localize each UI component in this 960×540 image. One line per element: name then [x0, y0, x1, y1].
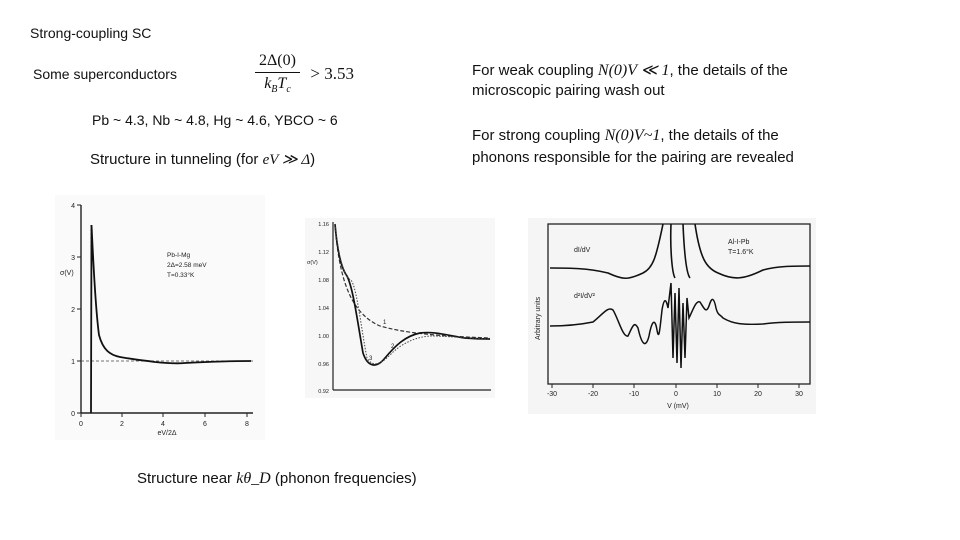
x-tick-label: 0	[674, 391, 678, 398]
slide-title: Strong-coupling SC	[30, 25, 152, 41]
y-tick-label: 4	[71, 203, 75, 210]
element-ratios: Pb ~ 4.3, Nb ~ 4.8, Hg ~ 4.6, YBCO ~ 6	[92, 112, 338, 128]
footer-math: kθ_D	[236, 470, 271, 487]
y-tick-label: 1.12	[318, 250, 329, 256]
legend-line: Al-I-Pb	[728, 239, 750, 246]
x-tick-label: 4	[161, 421, 165, 428]
x-tick-label: 10	[713, 391, 721, 398]
formula-fraction	[255, 52, 300, 95]
tunneling-prefix: Structure in tunneling (for	[90, 151, 263, 168]
y-axis-label: Arbitrary units	[535, 296, 542, 340]
strong-suffix: , the details of the	[660, 127, 779, 144]
figure-background	[55, 195, 265, 440]
x-tick-label: 6	[203, 421, 207, 428]
tunneling-suffix: )	[310, 151, 316, 168]
subtitle-some-superconductors: Some superconductors	[33, 66, 177, 82]
footer-suffix: (phonon frequencies)	[270, 470, 417, 487]
curve-label: 2	[391, 344, 395, 350]
x-tick-label: -30	[546, 391, 558, 398]
tunneling-math: eV ≫ Δ	[262, 152, 311, 168]
legend-line: 2Δ=2.58 meV	[167, 262, 207, 269]
x-axis-label: eV/2Δ	[157, 430, 177, 437]
strong-math: N(0)V~1	[604, 127, 661, 144]
weak-math: N(0)V ≪ 1	[597, 62, 670, 79]
footer-prefix: Structure near	[137, 470, 237, 487]
weak-coupling-note	[472, 60, 788, 80]
y-tick-label: 1.16	[318, 222, 329, 228]
curve-label: 1	[383, 320, 387, 326]
weak-prefix: For weak coupling	[472, 62, 598, 79]
x-tick-label: -20	[587, 391, 599, 398]
curve-label-d2idv2: d²I/dV²	[574, 293, 596, 300]
curve-label-didv: dI/dV	[574, 247, 591, 254]
gap-ratio-formula	[255, 52, 354, 95]
formula-rhs: > 3.53	[310, 63, 354, 83]
legend-line: T=1.6°K	[728, 249, 754, 256]
strong-coupling-note-line2: phonons responsible for the pairing are revealed	[472, 149, 794, 166]
formula-numerator: 2Δ(0)	[255, 52, 300, 73]
weak-coupling-note-line2: microscopic pairing wash out	[472, 82, 665, 99]
x-tick-label: 30	[795, 391, 803, 398]
curve-label: 3	[369, 356, 373, 362]
x-tick-label: 2	[120, 421, 124, 428]
strong-coupling-note	[472, 127, 779, 145]
y-tick-label: 1	[71, 359, 75, 366]
figure-al-i-pb	[528, 218, 816, 414]
y-tick-label: 1.00	[318, 334, 329, 340]
formula-denominator: $k_BT_c$	[264, 75, 291, 96]
legend-line: Pb-I-Mg	[167, 252, 191, 259]
y-axis-label: σ(V)	[307, 260, 318, 266]
y-tick-label: 3	[71, 255, 75, 262]
x-tick-label: 0	[79, 421, 83, 428]
y-tick-label: 0.96	[318, 362, 329, 368]
y-tick-label: 2	[71, 307, 75, 314]
y-tick-label: 0.92	[318, 389, 329, 395]
tunneling-structure-line	[90, 150, 315, 169]
weak-suffix: , the details of the	[669, 62, 788, 79]
figure-pb-i-mg	[55, 195, 265, 440]
phonon-structure-caption	[137, 470, 417, 488]
x-tick-label: 8	[245, 421, 249, 428]
figure-structure-detail	[305, 218, 495, 398]
x-axis-label: V (mV)	[667, 403, 689, 410]
x-tick-label: 20	[754, 391, 762, 398]
y-axis-label: σ(V)	[60, 270, 74, 277]
y-tick-label: 1.08	[318, 278, 329, 284]
x-tick-label: -10	[628, 391, 640, 398]
y-tick-label: 0	[71, 411, 75, 418]
y-tick-label: 1.04	[318, 306, 329, 312]
strong-prefix: For strong coupling	[472, 127, 605, 144]
legend-line: T=0.33°K	[167, 272, 195, 279]
